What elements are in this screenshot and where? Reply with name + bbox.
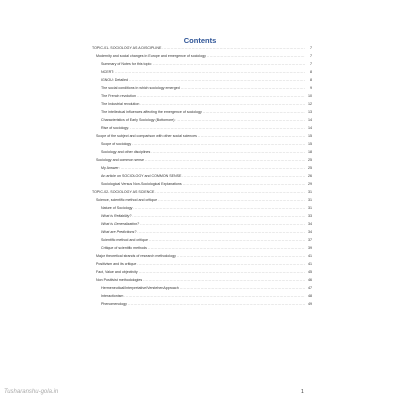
toc-entry[interactable] [92,132,312,140]
toc-title: Contents [183,36,217,45]
toc-entry-title: The intellectual influences affecting the emergence of sociology [101,110,202,114]
toc-entry-page: 31 [308,190,312,194]
toc-entry-page: 48 [308,294,312,298]
toc-leader-dots [140,100,305,108]
toc-entry-page: 49 [308,302,312,306]
toc-entry[interactable] [92,100,312,108]
toc-entry-page: 39 [308,246,312,250]
toc-entry-title: What is Generalization? [101,222,140,226]
toc-entry-page: 18 [308,150,312,154]
toc-leader-dots [137,92,305,100]
toc-entry-title: Phenomenology [101,302,127,306]
toc-entry-page: 37 [308,238,312,242]
toc-leader-dots [180,284,305,292]
toc-entry[interactable] [92,92,312,100]
toc-leader-dots [145,156,305,164]
toc-leader-dots [139,268,305,276]
toc-leader-dots [153,60,305,68]
toc-leader-dots [177,252,305,260]
toc-leader-dots [133,204,305,212]
toc-entry[interactable] [92,52,312,60]
toc-entry-title: Sociology and other disciplines [101,150,151,154]
toc-entry-page: 8 [310,78,312,82]
toc-entry-page: 25 [308,166,312,170]
toc-entry-page: 31 [308,198,312,202]
toc-entry-page: 31 [308,206,312,210]
toc-leader-dots [121,164,305,172]
toc-entry-page: 41 [308,262,312,266]
toc-entry[interactable] [92,212,312,220]
toc-entry[interactable] [92,76,312,84]
toc-entry[interactable] [92,196,312,204]
toc-entry[interactable] [92,108,312,116]
toc-leader-dots [143,276,305,284]
toc-entry-page: 33 [308,214,312,218]
page-number: 1 [301,389,304,395]
toc-entry-page: 45 [308,270,312,274]
toc-entry[interactable] [92,116,312,124]
toc-entry[interactable] [92,84,312,92]
toc-leader-dots [137,228,305,236]
toc-leader-dots [181,84,305,92]
toc-entry-title: Fact, Value and objectivity [96,270,138,274]
toc-entry-page: 8 [310,70,312,74]
toc-entry-page: 25 [308,158,312,162]
toc-entry-page: 34 [308,222,312,226]
toc-entry[interactable] [92,180,312,188]
toc-entry[interactable] [92,284,312,292]
toc-entry-page: 26 [308,174,312,178]
toc-leader-dots [149,236,305,244]
toc-entry-page: 10 [308,94,312,98]
toc-entry-page: 15 [308,142,312,146]
toc-entry-title: The Industrial revolution [101,102,140,106]
toc-entry-title: My Answer: [101,166,120,170]
toc-entry-page: 14 [308,126,312,130]
toc-entry[interactable] [92,68,312,76]
toc-leader-dots [115,68,305,76]
toc-entry-title: Major theoretical strands of research methodology [96,254,176,258]
toc-entry-page: 12 [308,102,312,106]
toc-entry-title: Nature of Sociology [101,206,133,210]
toc-entry[interactable] [92,44,312,52]
toc-entry-title: Science, scientific method and critique [96,198,158,202]
toc-entry[interactable] [92,124,312,132]
toc-entry-title: Modernity and social changes in Europe and emergence of sociology [96,54,206,58]
toc-leader-dots [130,124,305,132]
toc-entry[interactable] [92,220,312,228]
toc-entry[interactable] [92,300,312,308]
toc-entry-title: An article on SOCIOLOGY and COMMON SENSE [101,174,182,178]
toc-leader-dots [183,180,305,188]
toc-leader-dots [129,76,305,84]
toc-entry-page: 14 [308,118,312,122]
toc-entry-page: 46 [308,278,312,282]
toc-leader-dots [137,260,305,268]
toc-leader-dots [124,292,305,300]
toc-entry-page: 34 [308,230,312,234]
toc-entry-title: The French revolution [101,94,136,98]
toc-entry[interactable] [92,164,312,172]
toc-entry[interactable] [92,228,312,236]
toc-leader-dots [203,108,305,116]
toc-entry[interactable] [92,140,312,148]
toc-entry-title: Sociological Versus Non-Sociological Explanations [101,182,182,186]
toc-entry-page: 47 [308,286,312,290]
toc-leader-dots [148,244,305,252]
toc-entry[interactable] [92,260,312,268]
toc-entry-title: Summary of Notes for this topic: [101,62,153,66]
table-of-contents [92,44,312,308]
toc-entry[interactable] [92,276,312,284]
toc-entry-title: TOPIC-01- SOCIOLOGY AS A DISCIPLINE [92,46,162,50]
toc-entry-title: Hermeneutical/Interpretative/VerstehenApproach [101,286,179,290]
toc-leader-dots [198,132,305,140]
watermark: Tusharanshu-gola.in [4,389,59,395]
toc-entry[interactable] [92,292,312,300]
toc-entry-title: Interactionism [101,294,124,298]
toc-entry[interactable] [92,60,312,68]
toc-entry-title: Scientific method and critique [101,238,148,242]
toc-leader-dots [140,220,305,228]
toc-entry-title: NCERT: [101,70,114,74]
toc-entry-title: Scope of the subject and comparison with other social sciences [96,134,197,138]
toc-entry-title: Sociology and common sense [96,158,144,162]
toc-entry[interactable] [92,244,312,252]
toc-entry-title: What is Reliability? [101,214,132,218]
toc-entry[interactable] [92,204,312,212]
toc-entry-title: Critique of scientific methods [101,246,147,250]
toc-leader-dots [162,44,305,52]
toc-entry-page: 29 [308,182,312,186]
toc-entry[interactable] [92,148,312,156]
toc-leader-dots [207,52,305,60]
toc-entry-title: IGNOU: Detailed [101,78,128,82]
toc-entry[interactable] [92,252,312,260]
toc-entry-title: Characteristics of Early Sociology (Bottomore): [101,118,176,122]
toc-entry[interactable] [92,156,312,164]
toc-entry-page: 7 [310,46,312,50]
toc-entry-page: 7 [310,54,312,58]
toc-entry-page: 9 [310,86,312,90]
toc-leader-dots [132,140,305,148]
toc-entry-page: 13 [308,110,312,114]
toc-entry-title: Rise of sociology: [101,126,130,130]
toc-entry[interactable] [92,188,312,196]
toc-entry-title: Non Positivist methodologies [96,278,143,282]
toc-entry[interactable] [92,268,312,276]
toc-entry-title: The social conditions in which sociology emerged [101,86,180,90]
toc-leader-dots [177,116,306,124]
toc-entry-title: Scope of sociology [101,142,132,146]
toc-entry-page: 7 [310,62,312,66]
toc-leader-dots [128,300,305,308]
toc-entry-page: 15 [308,134,312,138]
toc-entry[interactable] [92,236,312,244]
toc-entry-page: 41 [308,254,312,258]
toc-entry-title: TOPIC-02- SOCIOLOGY AS SCIENCE [92,190,155,194]
toc-entry-title: What are Predictions? [101,230,137,234]
toc-leader-dots [151,148,305,156]
toc-leader-dots [182,172,305,180]
toc-entry[interactable] [92,172,312,180]
toc-leader-dots [155,188,305,196]
toc-leader-dots [132,212,305,220]
toc-leader-dots [158,196,305,204]
toc-entry-title: Positivism and its critique [96,262,137,266]
